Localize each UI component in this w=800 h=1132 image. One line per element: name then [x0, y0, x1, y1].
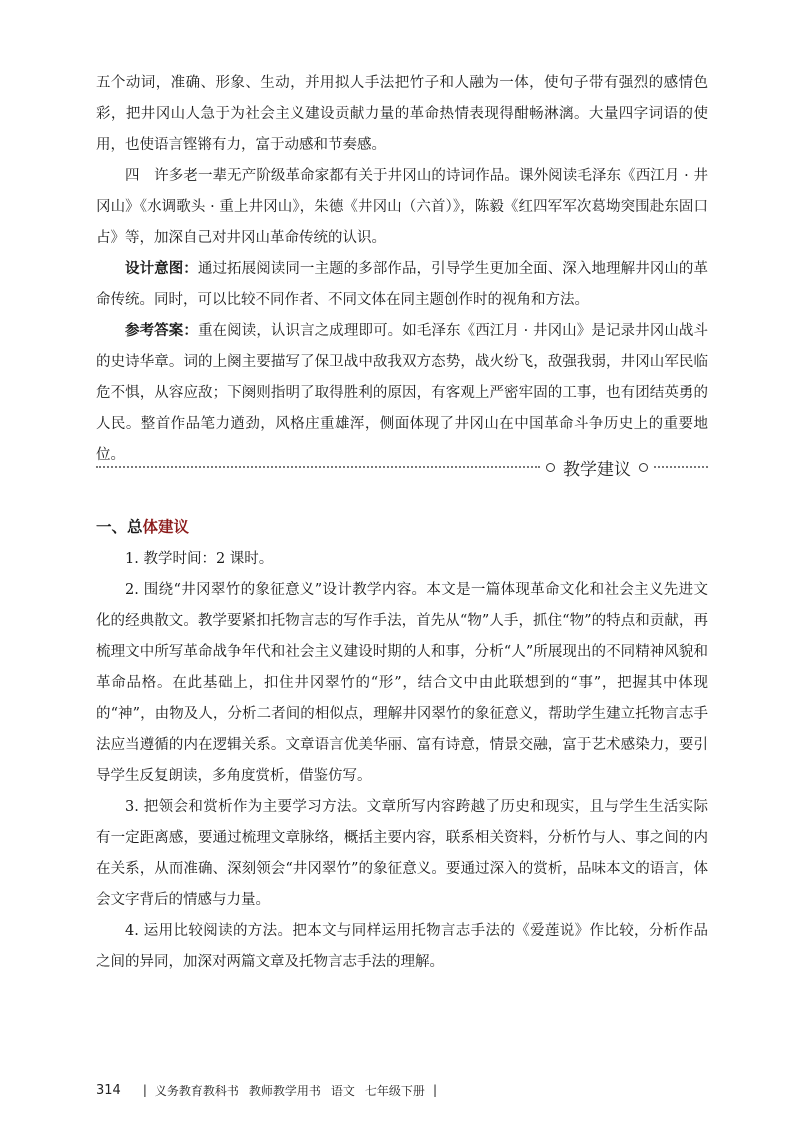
footer-series: 义务教育教科书 — [154, 1083, 239, 1098]
paragraph-exercise-four: 四 许多老一辈无产阶级革命家都有关于井冈山的诗词作品。课外阅读毛泽东《西江月 · 井冈山》《水调歌头 · 重上井冈山》，朱德《井冈山（六首）》，陈毅《红四军军次葛坳突围赴东固口占》等，加深自己对井冈山革命传统的认识。 — [96, 168, 708, 246]
suggestion-item-2: 2. 围绕“井冈翠竹的象征意义”设计教学内容。本文是一篇体现革命文化和社会主义先进文化的经典散文。教学要紧扣托物言志的写作手法，首先从“物”人手，抓住“物”的特点和贡献，再梳理文中所写革命战争年代和社会主义建设时期的人和事，分析“人”所展现出的不同精神风貌和革命品格。在此基础上，扣住井冈翠竹的“形”，结合文中由此联想到的“事”，把握其中体现的“神”，由物及人，分析二者间的相似点，理解井冈翠竹的象征意义，帮助学生建立托物言志手法应当遵循的内在逻辑关系。文章语言优美华丽、富有诗意，情景交融，富于艺术感染力，要引导学生反复朗读，多角度赏析，借鉴仿写。 — [96, 582, 708, 784]
heading-accent: 体建议 — [142, 518, 190, 536]
footer-separator: | — [142, 1083, 147, 1097]
suggestion-item-1: 1. 教学时间：2 课时。 — [125, 551, 274, 567]
general-suggestions-heading — [96, 512, 708, 542]
design-intent-label: 设计意图： — [125, 261, 198, 277]
general-suggestions-block — [96, 512, 708, 978]
paragraph-design-intent — [96, 254, 708, 316]
divider-dotted-line-right — [654, 466, 708, 468]
reference-answer-text: 重在阅读，认识言之成理即可。如毛泽东《西江月 · 井冈山》是记录井冈山战斗的史诗华章。词的上阕主要描写了保卫战中敌我双方态势，战火纷飞，敌强我弱，井冈山军民临危不惧，从容应敌；下阕则指明了取得胜利的原因，有客观上严密牢固的工事，也有团结英勇的人民。整首作品笔力遒劲，风格庄重雄浑，侧面体现了井冈山在中国革命斗争历史上的重要地位。 — [96, 323, 709, 463]
footer-separator: | — [432, 1083, 437, 1097]
design-intent-text: 通过拓展阅读同一主题的多部作品，引导学生更加全面、深入地理解井冈山的革命传统。同时，可以比较不同作者、不同文体在同主题创作时的视角和方法。 — [96, 261, 709, 308]
paragraph-reference-answer — [96, 316, 708, 471]
top-text-block — [96, 68, 708, 471]
page-number: 314 — [96, 1082, 121, 1098]
paragraph-continuation: 五个动词，准确、形象、生动，并用拟人手法把竹子和人融为一体，使句子带有强烈的感情色彩，把井冈山人急于为社会主义建设贡献力量的革命热情表现得酣畅淋漓。大量四字词语的使用，也使语言铿锵有力，富于动感和节奏感。 — [96, 75, 708, 153]
footer-subject: 语文 — [330, 1083, 355, 1098]
footer-grade: 七年级下册 — [364, 1083, 425, 1098]
suggestion-item-4: 4. 运用比较阅读的方法。把本文与同样运用托物言志手法的《爱莲说》作比较，分析作品之间的异同，加深对两篇文章及托物言志手法的理解。 — [96, 923, 708, 970]
page-footer — [96, 1080, 445, 1100]
circle-ornament-icon — [639, 463, 648, 472]
section-divider — [96, 455, 708, 479]
heading-prefix: 一、总 — [96, 518, 143, 536]
suggestion-item-3: 3. 把领会和赏析作为主要学习方法。文章所写内容跨越了历史和现实，且与学生生活实际有一定距离感，要通过梳理文章脉络，概括主要内容，联系相关资料，分析竹与人、事之间的内在关系，从而准确、深刻领会“井冈翠竹”的象征意义。要通过深入的赏析，品味本文的语言，体会文字背后的情感与力量。 — [96, 799, 708, 908]
reference-answer-label: 参考答案： — [125, 323, 198, 339]
circle-ornament-icon — [546, 463, 555, 472]
divider-dotted-line-left — [96, 466, 540, 468]
section-title: 教学建议 — [563, 459, 631, 480]
footer-book: 教师教学用书 — [248, 1083, 321, 1098]
